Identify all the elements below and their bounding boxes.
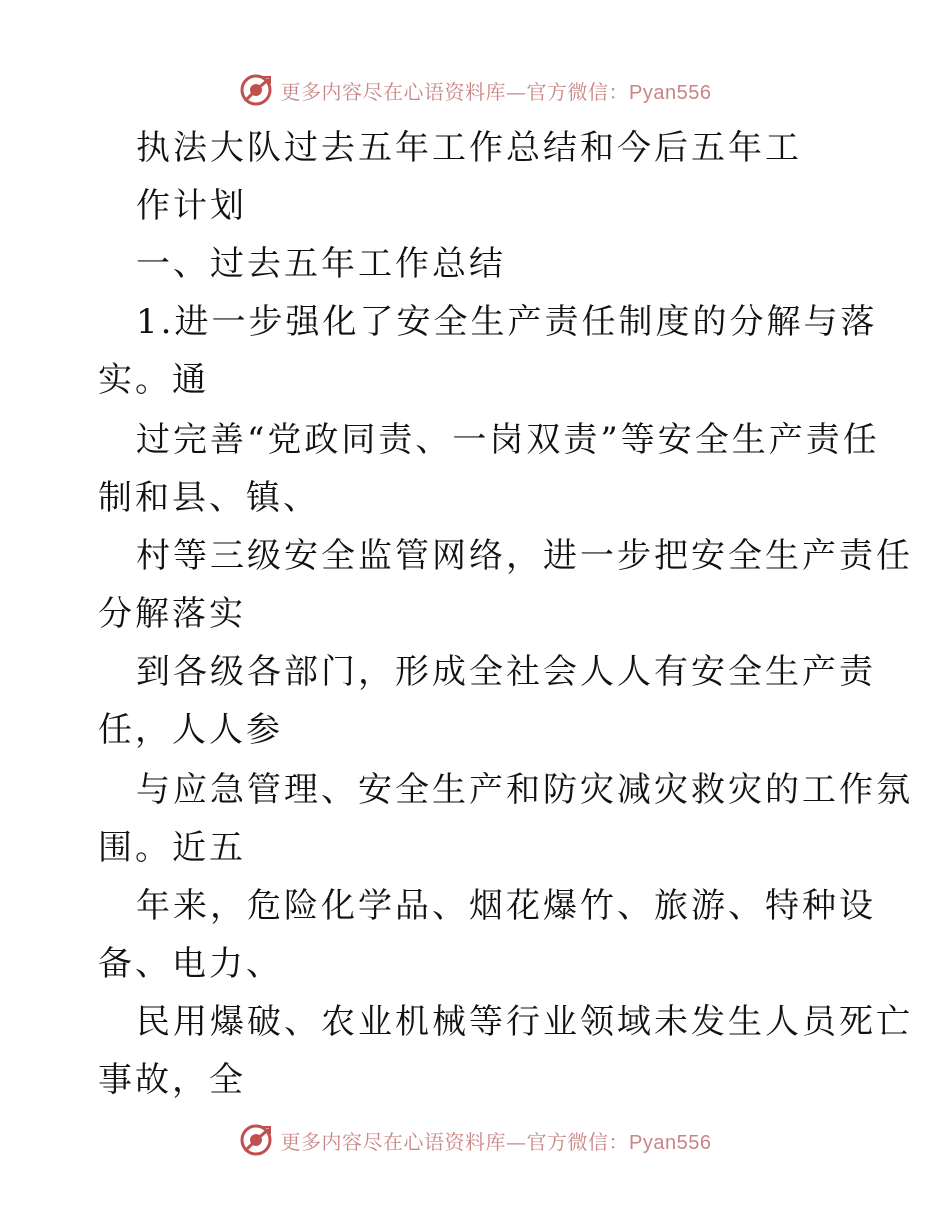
paragraph-line: 事故，全 bbox=[98, 1060, 246, 1100]
footer-watermark bbox=[0, 1120, 950, 1160]
paragraph-line: 过完善“党政同责、一岗双责”等安全生产责任 bbox=[136, 420, 880, 460]
paragraph-line: 与应急管理、安全生产和防灾减灾救灾的工作氛 bbox=[136, 770, 913, 810]
watermark-text-cn: 更多内容尽在心语资料库—官方微信： bbox=[280, 1129, 630, 1154]
paragraph-line: 任，人人参 bbox=[98, 710, 283, 750]
paragraph-line: 分解落实 bbox=[98, 594, 246, 634]
paragraph-line: 民用爆破、农业机械等行业领域未发生人员死亡 bbox=[136, 1002, 913, 1042]
paragraph-line: 村等三级安全监管网络，进一步把安全生产责任 bbox=[136, 536, 913, 576]
paragraph-line: 备、电力、 bbox=[98, 944, 283, 984]
watermark-text-en: Pyan556 bbox=[629, 81, 712, 104]
watermark-text bbox=[281, 76, 712, 105]
header-watermark bbox=[0, 70, 950, 110]
watermark-text bbox=[281, 1126, 712, 1155]
paragraph-line: 年来，危险化学品、烟花爆竹、旅游、特种设 bbox=[136, 886, 876, 926]
paragraph-line: 到各级各部门，形成全社会人人有安全生产责 bbox=[136, 652, 876, 692]
paragraph-line: 实。通 bbox=[98, 360, 209, 400]
quill-logo-icon bbox=[239, 73, 273, 107]
paragraph-line: 1.进一步强化了安全生产责任制度的分解与落 bbox=[136, 302, 878, 342]
paragraph-line: 围。近五 bbox=[98, 828, 246, 868]
section-heading: 一、过去五年工作总结 bbox=[136, 244, 506, 284]
watermark-text-cn: 更多内容尽在心语资料库—官方微信： bbox=[280, 79, 630, 104]
document-title-line-2: 作计划 bbox=[136, 186, 247, 226]
watermark-text-en: Pyan556 bbox=[629, 1131, 712, 1154]
document-title-line-1: 执法大队过去五年工作总结和今后五年工 bbox=[136, 128, 802, 168]
quill-logo-icon bbox=[239, 1123, 273, 1157]
paragraph-line: 制和县、镇、 bbox=[98, 478, 320, 518]
